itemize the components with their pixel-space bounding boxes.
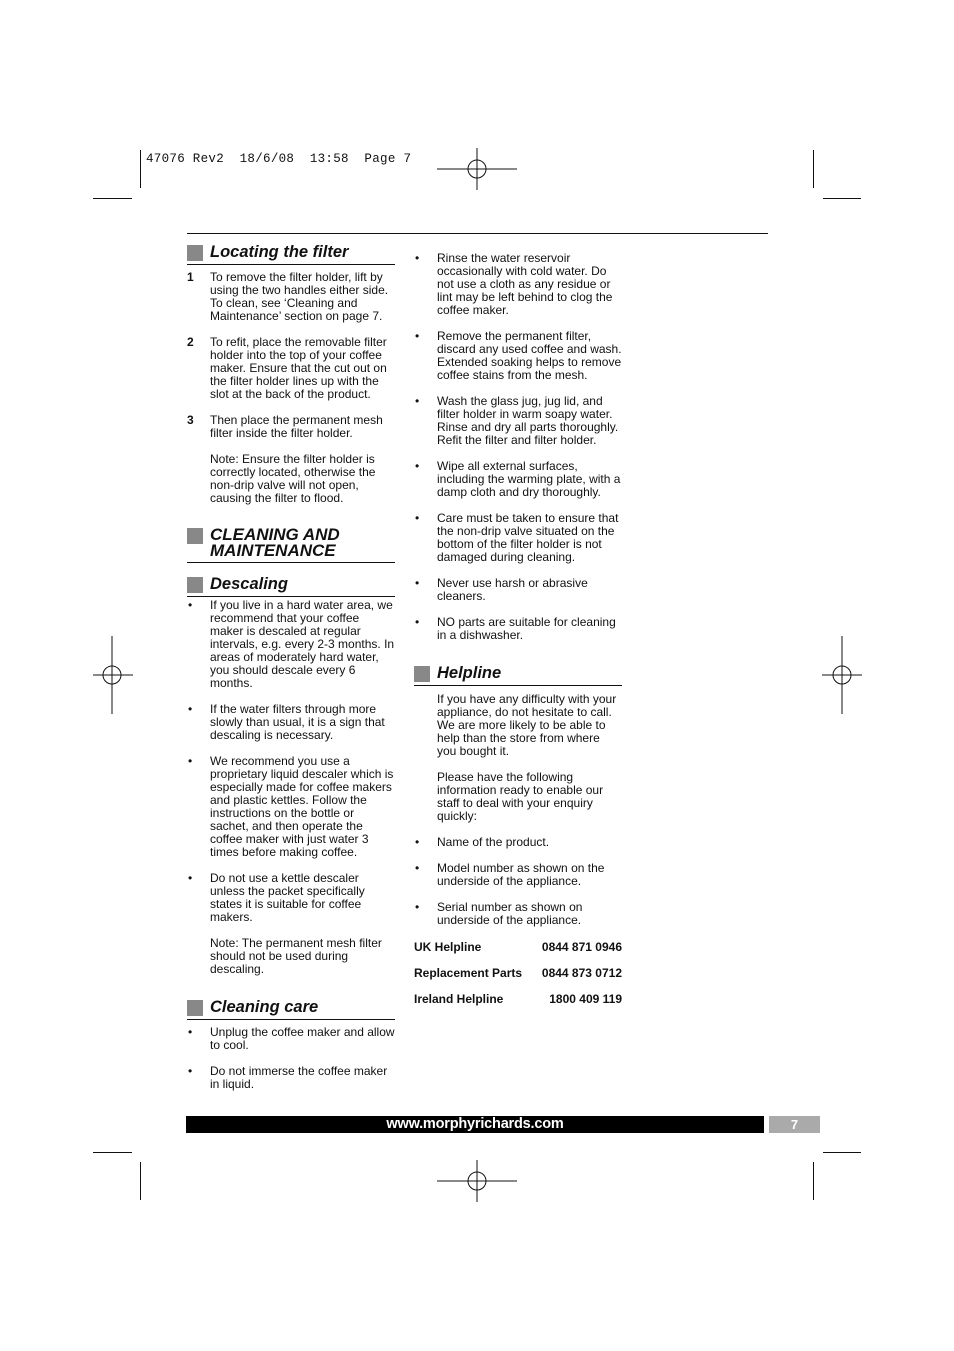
bullet-text: Wash the glass jug, jug lid, and filter holder in warm soapy water. Rinse and dry all parts thoroughly. Refit the filter and filter holder. <box>437 394 619 447</box>
bullet-text: Name of the product. <box>437 835 550 849</box>
bullet-text: Wipe all external surfaces, including the warming plate, with a damp cloth and dry thoroughly. <box>437 459 621 499</box>
section-heading-locating-filter <box>187 243 395 265</box>
bullet-text: Care must be taken to ensure that the non-drip valve situated on the bottom of the filter holder is not damaged during cleaning. <box>437 511 619 564</box>
step-text: To remove the filter holder, lift by using the two handles either side. To clean, see ‘Cleaning and Maintenance’ section on page 7. <box>210 270 389 323</box>
bullet: • <box>415 576 420 590</box>
helpline-paragraph: If you have any difficulty with your appliance, do not hesitate to call. We are more likely to be able to help than the store from where you bought it. <box>437 692 617 758</box>
website-url[interactable]: www.morphyrichards.com <box>386 1116 564 1132</box>
footer-bar <box>186 1116 764 1133</box>
heading-marker <box>187 528 203 544</box>
bullet-item <box>414 330 622 382</box>
section-heading-cleaning-care <box>187 998 395 1020</box>
helpline-paragraph: Please have the following information ready to enable our staff to deal with your enquiry quickly: <box>437 770 604 823</box>
bullet-text: Model number as shown on the underside of the appliance. <box>437 861 605 888</box>
bullet-item <box>414 252 622 317</box>
bullet: • <box>188 754 193 768</box>
registration-mark-icon <box>93 636 133 714</box>
bullet-item <box>187 1026 395 1052</box>
numbered-step <box>187 414 395 440</box>
helpline-number: 0844 873 0712 <box>541 966 622 980</box>
heading-text: Cleaning care <box>210 998 319 1016</box>
crop-mark <box>93 198 132 199</box>
bullet-text: We recommend you use a proprietary liquid descaler which is especially made for coffee makers and plastic kettles. Follow the instructions on the bottle or sachet, and then operate the coffee maker with just water 3 times before making coffee. <box>210 754 394 859</box>
step-number: 1 <box>187 270 194 284</box>
bullet-item <box>414 460 622 499</box>
heading-marker <box>187 577 203 593</box>
bullet-item <box>414 512 622 564</box>
crop-mark <box>93 1152 132 1153</box>
bullet-text: If the water filters through more slowly than usual, it is a sign that descaling is necessary. <box>210 702 385 742</box>
bullet-item <box>187 1065 395 1091</box>
registration-mark-icon <box>822 636 862 714</box>
step-text: Then place the permanent mesh filter inside the filter holder. <box>210 413 383 440</box>
crop-mark <box>140 1162 141 1200</box>
bullet-item <box>414 901 622 927</box>
note-text: Note: Ensure the filter holder is correctly located, otherwise the non-drip valve will not open, causing the filter to flood. <box>210 452 376 505</box>
bullet: • <box>188 1064 193 1078</box>
step-text: To refit, place the removable filter holder into the top of your coffee maker. Ensure that the cut out on the filter holder lines up with the slot at the back of the product. <box>210 335 387 401</box>
bullet: • <box>188 598 193 612</box>
bullet: • <box>415 251 420 265</box>
bullet-item <box>187 872 395 924</box>
bullet: • <box>415 329 420 343</box>
helpline-label: Ireland Helpline <box>414 992 504 1006</box>
url-underline <box>248 1133 702 1134</box>
bullet: • <box>188 702 193 716</box>
heading-marker <box>187 245 203 261</box>
numbered-step <box>187 336 395 401</box>
heading-rule <box>414 685 622 687</box>
bullet-text: Never use harsh or abrasive cleaners. <box>437 576 588 603</box>
bullet-text: Remove the permanent filter, discard any used coffee and wash. Extended soaking helps to remove coffee stains from the mesh. <box>437 329 622 382</box>
bullet: • <box>188 871 193 885</box>
helpline-label: UK Helpline <box>414 940 482 954</box>
section-heading-descaling <box>187 575 395 597</box>
crop-mark <box>813 1162 814 1200</box>
column-left <box>187 243 395 1104</box>
heading-text: Locating the filter <box>210 243 349 261</box>
bullet-text: If you live in a hard water area, we recommend that your coffee maker is descaled at regular intervals, e.g. every 2-3 months. In areas of moderately hard water, you should descale every 6 months. <box>210 598 395 690</box>
bullet-text: Rinse the water reservoir occasionally with cold water. Do not use a cloth as any residue or lint may be left behind to clog the coffee maker. <box>437 251 613 317</box>
column-right <box>414 252 622 1018</box>
registration-mark-icon <box>437 148 517 190</box>
print-slug: 47076 Rev2 18/6/08 13:58 Page 7 <box>146 152 412 166</box>
bullet-item <box>414 395 622 447</box>
heading-text: Helpline <box>437 664 502 682</box>
heading-text <box>210 527 340 559</box>
helpline-label: Replacement Parts <box>414 966 523 980</box>
heading-rule <box>187 596 395 598</box>
bullet-text: Unplug the coffee maker and allow to cool. <box>210 1025 395 1052</box>
crop-mark <box>823 1152 861 1153</box>
bullet: • <box>415 459 420 473</box>
bullet-item <box>414 616 622 642</box>
heading-rule <box>187 264 395 266</box>
bullet-item <box>414 836 622 849</box>
heading-rule <box>187 1019 395 1021</box>
heading-line: CLEANING AND <box>210 525 340 544</box>
crop-mark <box>140 150 141 188</box>
section-heading-helpline <box>414 664 622 686</box>
bullet-item <box>187 599 395 690</box>
bullet-item <box>187 755 395 859</box>
bullet: • <box>415 835 420 849</box>
bullet: • <box>415 900 420 914</box>
bullet-text: Do not immerse the coffee maker in liquid. <box>210 1064 388 1091</box>
section-heading-cleaning-maintenance <box>187 527 395 563</box>
heading-line: MAINTENANCE <box>210 541 336 560</box>
bullet: • <box>188 1025 193 1039</box>
heading-marker <box>187 1000 203 1016</box>
crop-mark <box>823 198 861 199</box>
heading-rule <box>187 562 395 563</box>
crop-mark <box>813 150 814 188</box>
bullet-item <box>414 577 622 603</box>
registration-mark-icon <box>437 1160 517 1202</box>
bullet-item <box>187 703 395 742</box>
bullet: • <box>415 394 420 408</box>
bullet-text: Serial number as shown on underside of the appliance. <box>437 900 583 927</box>
bullet: • <box>415 861 420 875</box>
top-rule <box>187 233 768 234</box>
heading-text: Descaling <box>210 575 288 593</box>
helpline-row <box>414 966 622 979</box>
bullet: • <box>415 615 420 629</box>
bullet-text: Do not use a kettle descaler unless the packet specifically states it is suitable for coffee makers. <box>210 871 365 924</box>
helpline-row <box>414 992 622 1005</box>
bullet-item <box>414 862 622 888</box>
heading-marker <box>414 666 430 682</box>
step-number: 2 <box>187 335 194 349</box>
bullet: • <box>415 511 420 525</box>
note-text: Note: The permanent mesh filter should not be used during descaling. <box>210 936 382 976</box>
step-number: 3 <box>187 413 194 427</box>
numbered-step <box>187 271 395 323</box>
page-number: 7 <box>769 1116 820 1133</box>
bullet-text: NO parts are suitable for cleaning in a dishwasher. <box>437 615 616 642</box>
helpline-number: 1800 409 119 <box>549 992 622 1006</box>
helpline-row <box>414 940 622 953</box>
helpline-number: 0844 871 0946 <box>541 940 622 954</box>
